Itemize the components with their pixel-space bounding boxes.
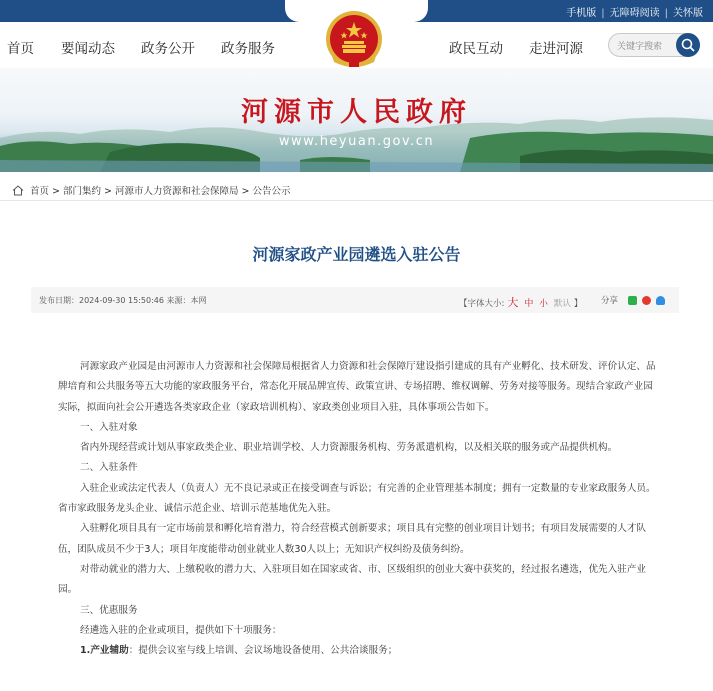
paragraph-targets: 省内外现经营或计划从事家政类企业、职业培训学校、人力资源服务机构、劳务派遣机构，以及相关联的服务或产品提供机构。 (80, 442, 618, 454)
service-1-text: ：提供会议室与线上培训、会议场地设备使用、公共洽谈服务； (128, 645, 398, 657)
section-heading-2: 二、入驻条件 (80, 462, 138, 474)
nav-open-government[interactable]: 政务公开 (141, 41, 195, 57)
site-banner (0, 68, 713, 172)
paragraph-intro: 河源家政产业园是由河源市人力资源和社会保障局根据省人力资源和社会保障厅建设指引建成的具有产业孵化、技术研发、评价认定、品牌培育和公共服务等五大功能的家政服务平台，常态化开展品牌宣传、政策宣讲、专场招聘、维权调解、劳务对接等服务。现结合家政产业园实际，拟面向社会公开遴选各类家政企业（家政培训机构）、家政类创业项目入驻，具体事项公告如下。 (58, 361, 656, 413)
weibo-icon[interactable] (642, 296, 651, 305)
article-meta-bar (31, 287, 679, 313)
nav-home[interactable]: 首页 (7, 41, 34, 57)
share-label: 分享 (601, 296, 619, 306)
care-version-link[interactable]: 关怀版 (673, 8, 703, 19)
nav-interaction[interactable]: 政民互动 (449, 41, 503, 57)
top-links: 手机版 | 无障碍阅读 | 关怀版 (566, 4, 703, 19)
search-box[interactable] (608, 33, 700, 57)
home-icon (12, 185, 24, 196)
article-body (58, 357, 656, 661)
font-size-close: 】 (573, 299, 583, 309)
breadcrumb-home[interactable]: 首页 (30, 186, 50, 197)
section-heading-3: 三、优惠服务 (80, 604, 138, 616)
font-large-button[interactable]: 大 (507, 296, 519, 309)
paragraph-conditions-1: 入驻企业或法定代表人（负责人）无不良记录或正在接受调查与诉讼；有完善的企业管理基本制度；拥有一定数量的专业家政服务人员。省市家政服务龙头企业、诚信示范企业、培训示范基地优先入驻。 (58, 482, 656, 515)
mobile-version-link[interactable]: 手机版 (566, 8, 597, 19)
service-1-title: 1.产业辅助 (80, 645, 129, 657)
article-title: 河源家政产业园遴选入驻公告 (252, 245, 461, 264)
publish-date: 发布日期：2024-09-30 15:50:46 来源：本网 (39, 296, 207, 305)
nav-about-heyuan[interactable]: 走进河源 (529, 41, 583, 57)
qzone-icon[interactable] (656, 296, 665, 305)
paragraph-service-1 (58, 641, 656, 661)
accessible-reading-link[interactable]: 无障碍阅读 (609, 8, 660, 19)
search-icon (676, 33, 700, 57)
paragraph-services-intro: 经遴选入驻的企业或项目，提供如下十项服务： (80, 624, 282, 636)
font-default-button[interactable]: 默认 (553, 299, 571, 309)
breadcrumb: 首页 > 部门集约 > 河源市人力资源和社会保障局 > 公告公示 (12, 183, 291, 197)
search-placeholder: 关键字搜索 (617, 42, 663, 52)
banner-url: www.heyuan.gov.cn (278, 134, 435, 149)
nav-government-services[interactable]: 政务服务 (221, 41, 275, 57)
banner-title: 河源市人民政府 (241, 97, 472, 128)
breadcrumb-hrss-bureau[interactable]: 河源市人力资源和社会保障局 (115, 186, 239, 197)
nav-news[interactable]: 要闻动态 (61, 41, 115, 57)
search-button[interactable] (676, 33, 700, 57)
wechat-icon[interactable] (628, 296, 637, 305)
paragraph-conditions-3: 对带动就业的潜力大、上缴税收的潜力大、入驻项目如在国家或省、市、区级组织的创业大赛中获奖的，经过报名遴选，优先入驻产业园。 (58, 563, 647, 596)
national-emblem-icon[interactable] (322, 8, 386, 72)
font-medium-button[interactable]: 中 (524, 299, 534, 309)
paragraph-conditions-2: 入驻孵化项目具有一定市场前景和孵化培育潜力，符合经营模式创新要求；项目具有完整的创业项目计划书；有项目发展需要的人才队伍，团队成员不少于3人；项目年度能带动创业就业人数30人以上；无知识产权纠纷及债务纠纷。 (58, 523, 647, 555)
section-heading-1: 一、入驻对象 (80, 421, 138, 433)
breadcrumb-divider (0, 200, 713, 201)
breadcrumb-announcements[interactable]: 公告公示 (252, 186, 291, 197)
breadcrumb-departments[interactable]: 部门集约 (63, 186, 102, 197)
font-size-controls (459, 294, 582, 310)
font-small-button[interactable]: 小 (539, 299, 548, 309)
font-size-label: 【字体大小: (459, 299, 505, 309)
